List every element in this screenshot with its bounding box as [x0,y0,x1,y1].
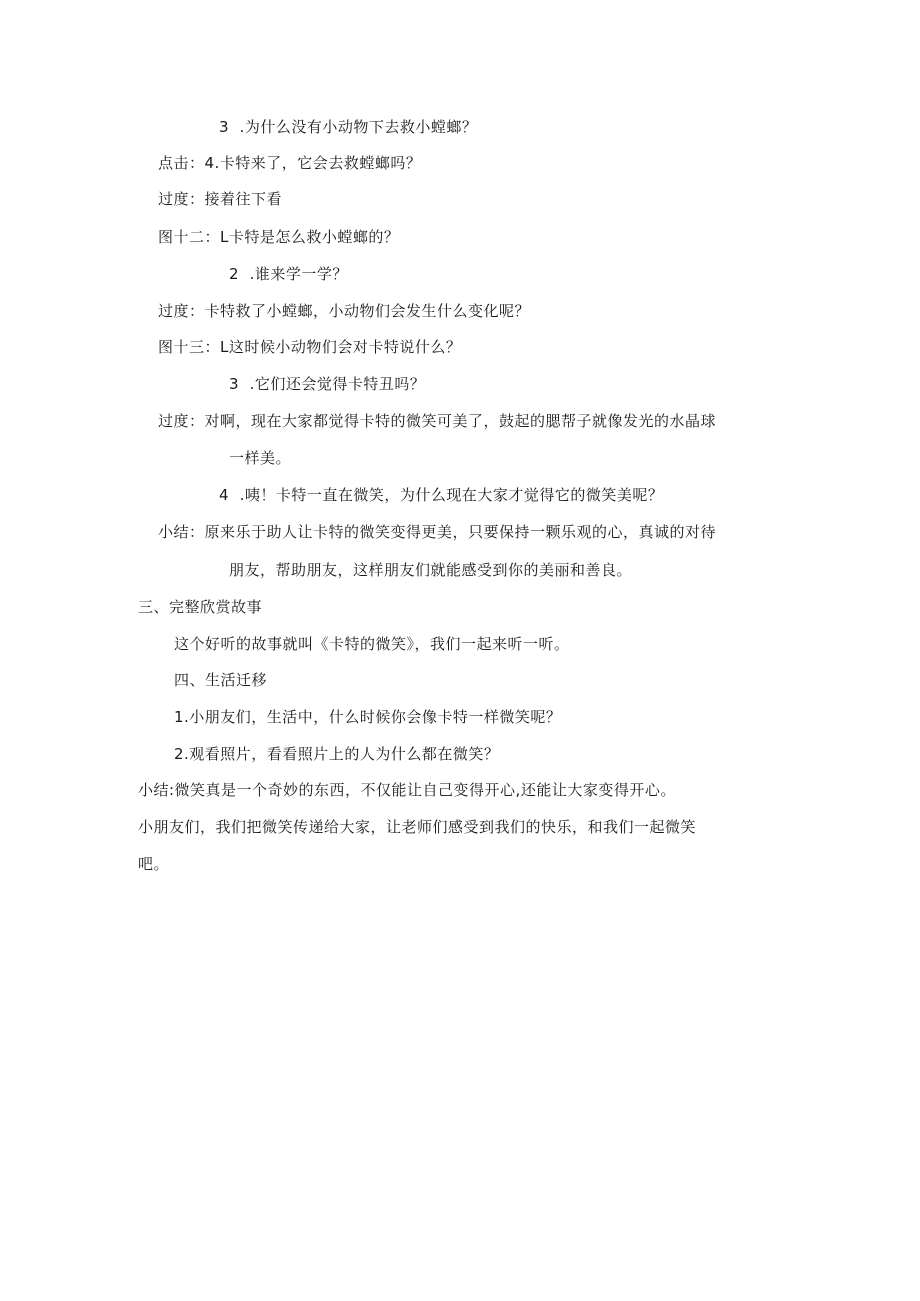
section-4-item-2: 2.观看照片，看看照片上的人为什么都在微笑？ [174,745,500,763]
section-3-body: 这个好听的故事就叫《卡特的微笑》，我们一起来听一听。 [174,635,570,653]
figure-13-question-3: 3 .它们还会觉得卡特丑吗？ [229,375,426,393]
closing-pass-smile-cont: 吧。 [138,855,170,873]
figure-12-question-2: 2 .谁来学一学？ [229,265,348,283]
section-3-heading: 三、完整欣赏故事 [138,598,263,616]
transition-smile-beautiful: 过度：对啊，现在大家都觉得卡特的微笑可美了，鼓起的腮帮子就像发光的水晶球 [158,412,717,430]
question-4-why-now: 4 .咦！卡特一直在微笑，为什么现在大家才觉得它的微笑美呢？ [219,486,664,504]
summary-helping-others: 小结：原来乐于助人让卡特的微笑变得更美，只要保持一颗乐观的心，真诚的对待 [158,523,717,541]
section-4-heading: 四、生活迁移 [174,671,268,689]
summary-smile-wonderful: 小结:微笑真是一个奇妙的东西，不仅能让自己变得开心,还能让大家变得开心。 [138,781,676,799]
transition-keep-reading: 过度：接着往下看 [158,190,283,208]
transition-smile-beautiful-cont: 一样美。 [229,449,292,467]
click-question-4: 点击：4.卡特来了，它会去救螳螂吗？ [158,154,422,172]
section-4-item-1: 1.小朋友们，生活中，什么时候你会像卡特一样微笑呢？ [174,708,562,726]
question-3-no-rescue: 3 .为什么没有小动物下去救小螳螂？ [219,118,478,136]
closing-pass-smile: 小朋友们，我们把微笑传递给大家，让老师们感受到我们的快乐，和我们一起微笑 [138,818,697,836]
figure-13-question-1: 图十三：L这时候小动物们会对卡特说什么？ [158,338,462,356]
figure-12-question-1: 图十二：L卡特是怎么救小螳螂的？ [158,228,400,246]
summary-helping-others-cont: 朋友，帮助朋友，这样朋友们就能感受到你的美丽和善良。 [229,561,633,579]
transition-animals-change: 过度：卡特救了小螳螂，小动物们会发生什么变化呢？ [158,302,531,320]
